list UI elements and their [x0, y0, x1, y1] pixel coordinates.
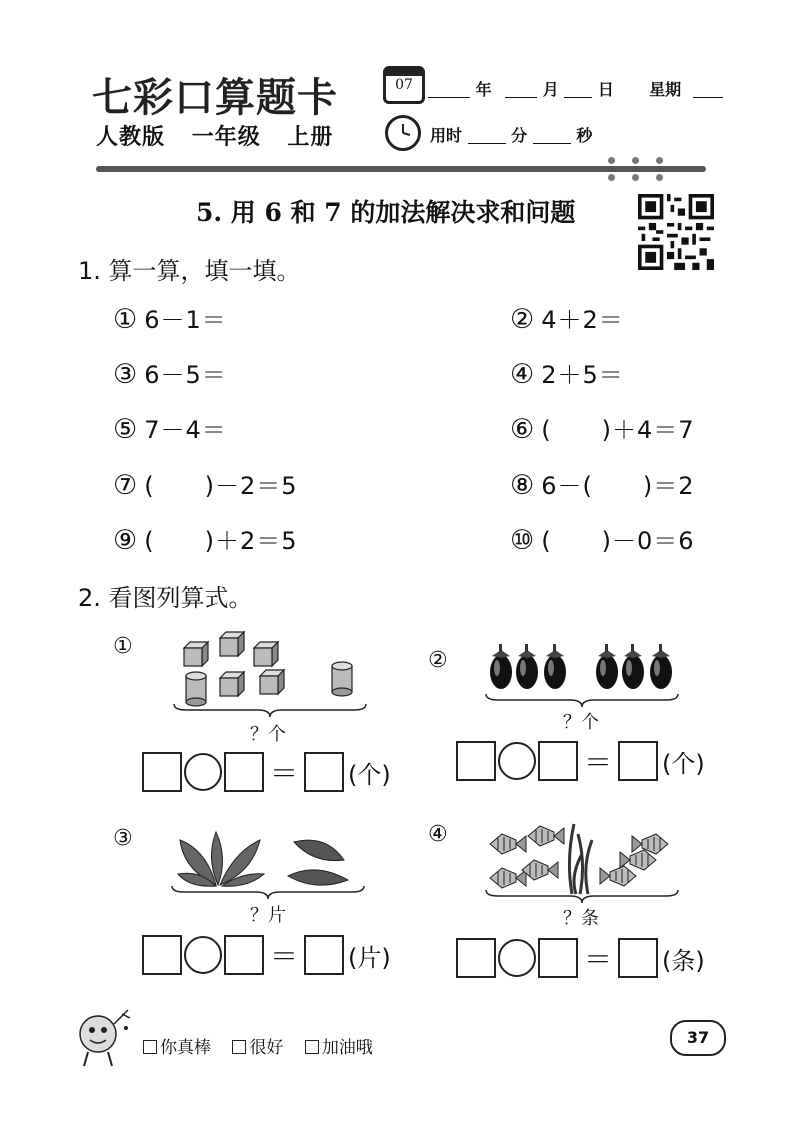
week-blank[interactable]: [693, 83, 723, 98]
calendar-icon: [383, 66, 425, 104]
rating-option-great[interactable]: 你真棒: [143, 1038, 211, 1058]
edition: 人教版: [96, 124, 166, 150]
edition-line: [96, 120, 351, 151]
seconds-blank[interactable]: [533, 129, 571, 144]
date-fields: [428, 77, 723, 100]
operator-circle[interactable]: [184, 753, 222, 791]
figure-4-fish-seaweed-image: [486, 820, 676, 896]
answer-box[interactable]: [538, 938, 578, 978]
answer-box[interactable]: [618, 938, 658, 978]
answer-box[interactable]: [224, 752, 264, 792]
problem-4[interactable]: ④ 2＋5＝: [510, 359, 624, 390]
problem-6[interactable]: ⑥ ( )＋4＝7: [510, 414, 695, 445]
self-rating: [143, 1033, 389, 1058]
month-label: 月: [542, 80, 559, 99]
time-fields: [430, 123, 592, 146]
figure-3-brace: [170, 884, 366, 900]
minutes-label: 分: [511, 126, 528, 145]
calendar-day: 07: [395, 77, 413, 93]
figure-2-caption: ？个: [563, 712, 599, 733]
figure-1-brace: [172, 702, 368, 718]
figure-3-number: ③: [113, 826, 133, 851]
lesson-title: 5. 用 6 和 7 的加法解决求和问题: [196, 198, 576, 227]
checkbox[interactable]: [305, 1040, 319, 1054]
problem-8[interactable]: ⑧ 6－( )＝2: [510, 470, 695, 501]
rating-option-keep-going[interactable]: 加油哦: [305, 1038, 373, 1058]
section-1-title: 1. 算一算，填一填。: [78, 257, 301, 285]
year-blank[interactable]: [428, 83, 470, 98]
qr-code-icon[interactable]: [638, 194, 714, 270]
figure-4-brace: [484, 888, 680, 904]
logo-title: 七彩口算题卡: [92, 74, 338, 121]
operator-circle[interactable]: [184, 936, 222, 974]
figure-1-caption: ？个: [250, 724, 286, 745]
time-used-label: 用时: [430, 126, 463, 145]
answer-box[interactable]: [142, 752, 182, 792]
problem-7[interactable]: ⑦ ( )－2＝5: [113, 470, 298, 501]
minutes-blank[interactable]: [468, 129, 506, 144]
answer-box[interactable]: [456, 938, 496, 978]
clock-icon: [385, 115, 421, 151]
figure-4-caption: ？条: [563, 908, 599, 929]
rating-option-good[interactable]: 很好: [232, 1038, 283, 1058]
month-blank[interactable]: [505, 83, 537, 98]
year-label: 年: [475, 80, 492, 99]
figure-4-number: ④: [428, 822, 448, 847]
answer-box[interactable]: [618, 741, 658, 781]
answer-box[interactable]: [538, 741, 578, 781]
operator-circle[interactable]: [498, 939, 536, 977]
operator-circle[interactable]: [498, 742, 536, 780]
problem-2[interactable]: ② 4＋2＝: [510, 304, 624, 335]
answer-box[interactable]: [304, 752, 344, 792]
problem-10[interactable]: ⑩ ( )－0＝6: [510, 525, 695, 556]
page-number: 37: [670, 1020, 726, 1056]
problem-9[interactable]: ⑨ ( )＋2＝5: [113, 525, 298, 556]
week-label: 星期: [649, 80, 682, 99]
answer-box[interactable]: [224, 935, 264, 975]
figure-3-equation: ＝ (片): [142, 935, 391, 975]
problem-1[interactable]: ① 6－1＝: [113, 304, 227, 335]
checkbox[interactable]: [232, 1040, 246, 1054]
figure-2-brace: [484, 692, 680, 708]
day-blank[interactable]: [564, 83, 592, 98]
checkbox[interactable]: [143, 1040, 157, 1054]
figure-1-cubes-cylinders-image: [178, 628, 368, 708]
problem-3[interactable]: ③ 6－5＝: [113, 359, 227, 390]
figure-1-number: ①: [113, 634, 133, 659]
answer-box[interactable]: [304, 935, 344, 975]
figure-3-caption: ？片: [250, 905, 286, 926]
seconds-label: 秒: [576, 126, 593, 145]
mascot-icon: [70, 1004, 134, 1070]
figure-3-leaves-image: [176, 830, 366, 892]
header-divider: [96, 166, 706, 172]
grade: 一年级: [191, 124, 261, 150]
day-label: 日: [597, 80, 614, 99]
figure-4-equation: ＝ (条): [456, 938, 705, 978]
problem-5[interactable]: ⑤ 7－4＝: [113, 414, 227, 445]
volume: 上册: [287, 124, 334, 150]
answer-box[interactable]: [456, 741, 496, 781]
figure-2-number: ②: [428, 648, 448, 673]
answer-box[interactable]: [142, 935, 182, 975]
figure-1-equation: ＝ (个): [142, 752, 391, 792]
section-2-title: 2. 看图列算式。: [78, 584, 253, 612]
figure-2-eggplants-image: [488, 642, 680, 692]
figure-2-equation: ＝ (个): [456, 741, 705, 781]
